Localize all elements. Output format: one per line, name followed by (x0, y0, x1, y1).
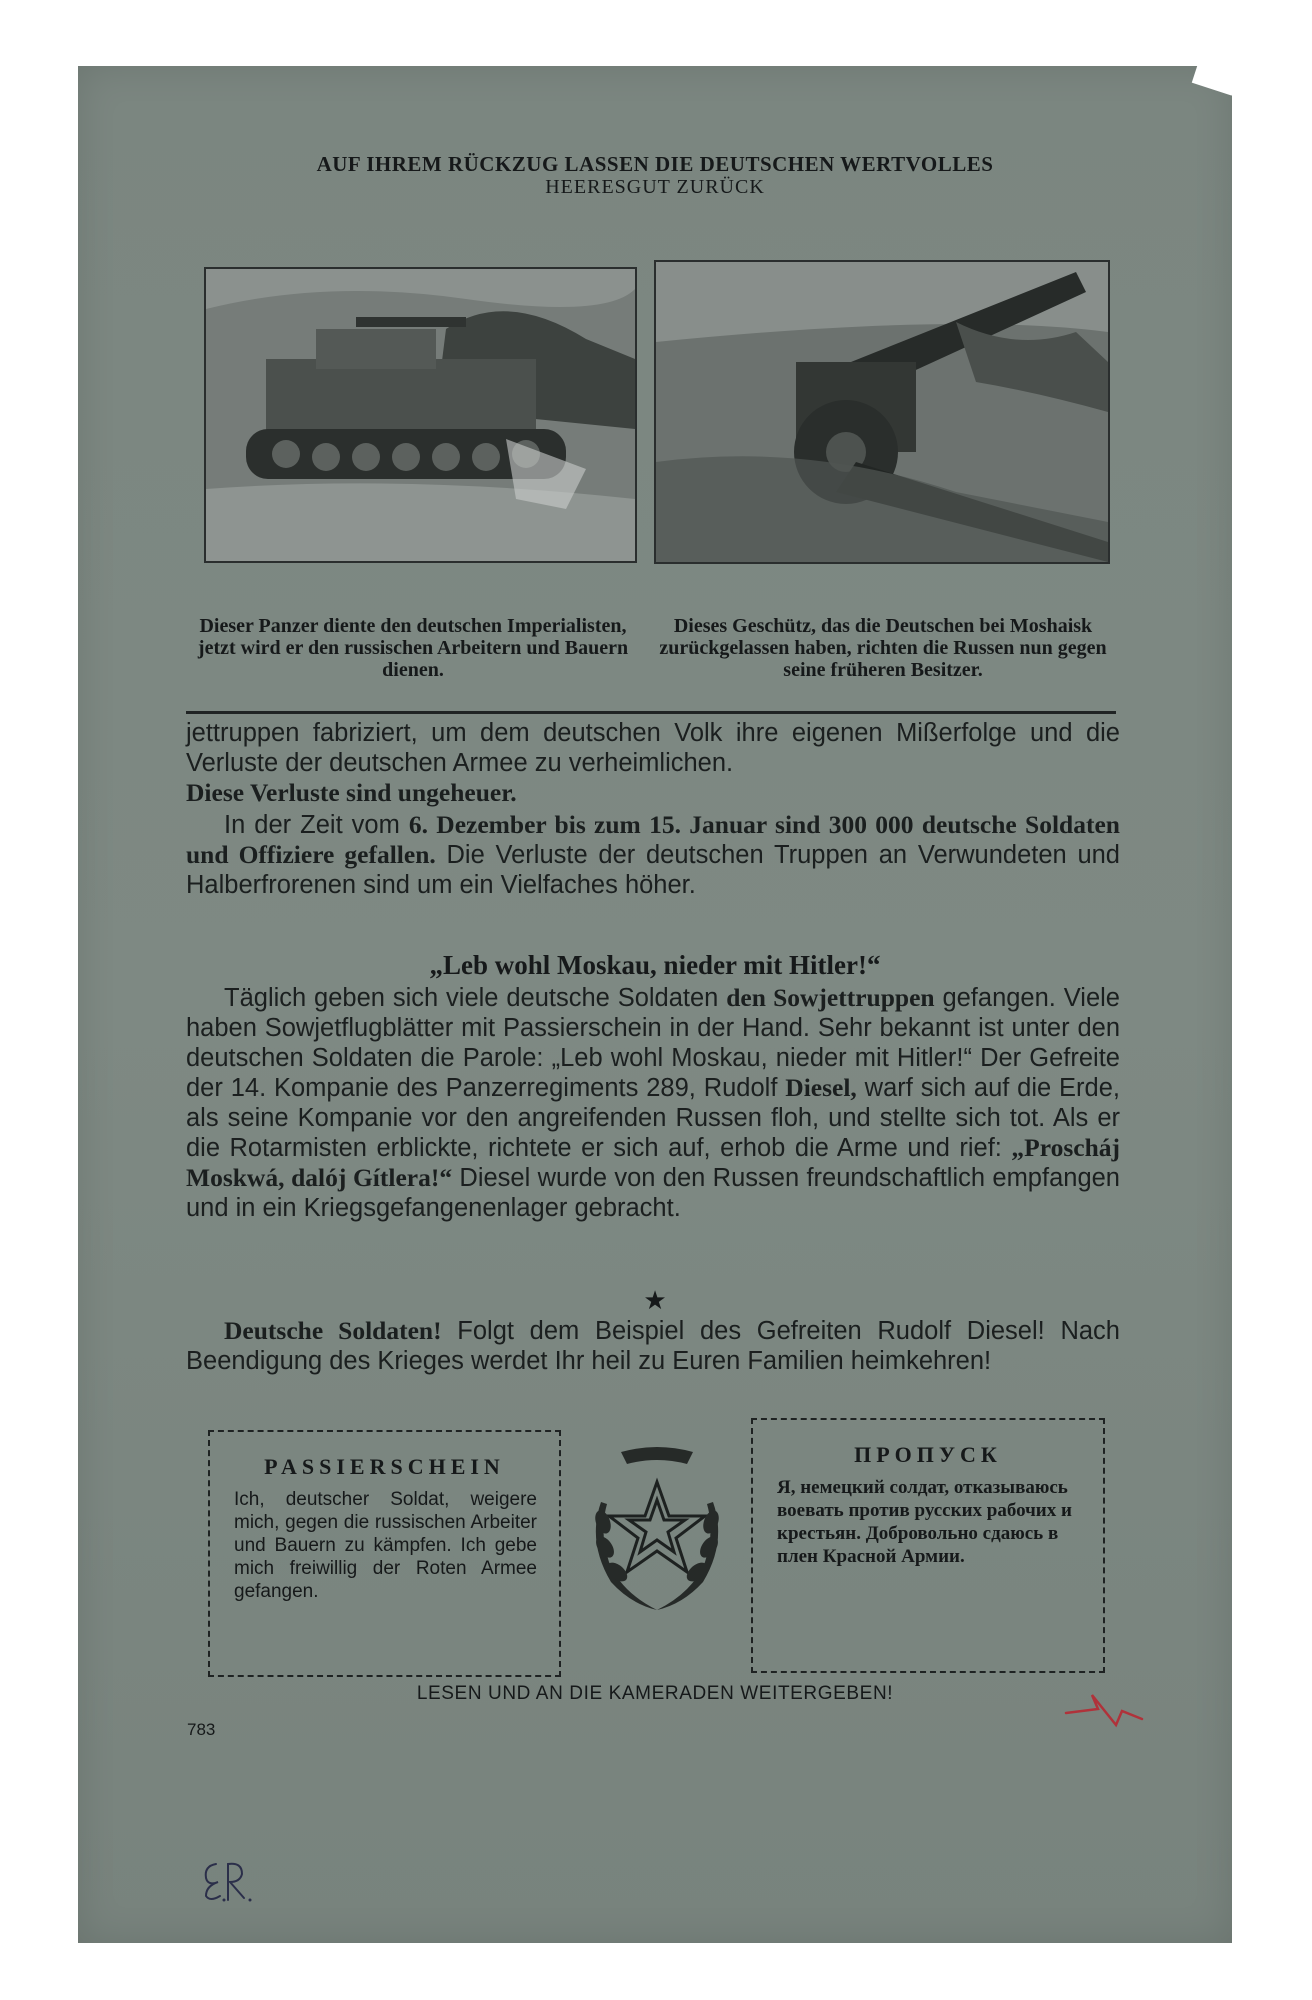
headline: AUF IHREM RÜCKZUG LASSEN DIE DEUTSCHEN WERTVOLLES (316, 152, 994, 176)
subheading: „Leb wohl Moskau, nieder mit Hitler!“ (429, 950, 881, 980)
tank-image (206, 269, 635, 561)
torn-corner (1192, 50, 1242, 95)
tank-photo (204, 267, 637, 563)
pass-german-text: Ich, deutscher Soldat, weigere mich, gegen die russischen Arbeiter und Bauern zu kämpfen. Ich gebe mich freiwillig der Roten Armee gefangen. (234, 1489, 537, 1602)
headline-line-2: HEERESGUT ZURÜCK (545, 176, 765, 198)
caption-gun: Dieses Geschütz, das die Deutschen bei Moshaisk zurückgelassen haben, richten die Russen nun gegen seine früheren Besitzer. (659, 615, 1107, 681)
caption-tank: Dieser Panzer diente den deutschen Imperialisten, jetzt wird er den russischen Arbeitern und Bauern dienen. (197, 615, 629, 681)
artillery-gun-photo (654, 260, 1110, 564)
pass-german (208, 1430, 561, 1677)
gun-image (656, 262, 1108, 562)
paragraph-casualties: In der Zeit vom 6. Dezember bis zum 15. Januar sind 300 000 deutsche Soldaten und Offiziere gefallen. Die Verluste der deutschen Truppen an Verwundeten und Halberfrorenen sind um ein Vielfaches höher. (186, 810, 1120, 899)
divider-rule (186, 711, 1116, 714)
leaflet-sheet (78, 66, 1232, 1943)
paragraph-appeal: Deutsche Soldaten! Folgt dem Beispiel des Gefreiten Rudolf Diesel! Nach Beendigung des Krieges werdet Ihr heil zu Euren Familien heimkehren! (186, 1316, 1120, 1375)
red-army-star-emblem-icon (581, 1442, 733, 1618)
pass-russian-text: Я, немецкий солдат, отказываюсь воевать против русских рабочих и крестьян. Добровольно сдаюсь в плен Красной Армии. (777, 1477, 1072, 1567)
red-pencil-mark-icon (1064, 1691, 1144, 1731)
print-number: 783 (187, 1720, 216, 1739)
pass-german-title: PASSIERSCHEIN (264, 1454, 505, 1479)
pass-russian (751, 1418, 1105, 1673)
footer-instruction: LESEN UND AN DIE KAMERADEN WEITERGEBEN! (416, 1683, 894, 1704)
star-separator: ★ (643, 1286, 667, 1315)
paragraph-diesel: Täglich geben sich viele deutsche Soldaten den Sowjettruppen gefangen. Viele haben Sowjetflugblätter mit Passierschein in der Hand. Sehr bekannt ist unter den deutschen Soldaten die Parole: „Leb wohl Moskau, nieder mit Hitler!“ Der Gefreite der 14. Kompanie des Panzerregiments 289, Rudolf Diesel, warf sich auf die Erde, als seine Kompanie vor den angreifenden Russen floh, und stellte sich tot. Als er die Rotarmisten erblickte, richtete er sich auf, erhob die Arme und rief: „Prosсháj Moskwá, dalój Gítlera!“ Diesel wurde von den Russen freundschaftlich empfangen und in ein Kriegsgefangenenlager gebracht. (186, 983, 1120, 1222)
pass-russian-title: ПРОПУСК (854, 1442, 1002, 1467)
paragraph-losses: jettruppen fabriziert, um dem deutschen Volk ihre eigenen Mißerfolge und die Verluste der deutschen Armee zu verheimlichen. Diese Verluste sind ungeheuer. (186, 719, 1120, 807)
handwritten-initials-icon (198, 1856, 258, 1904)
